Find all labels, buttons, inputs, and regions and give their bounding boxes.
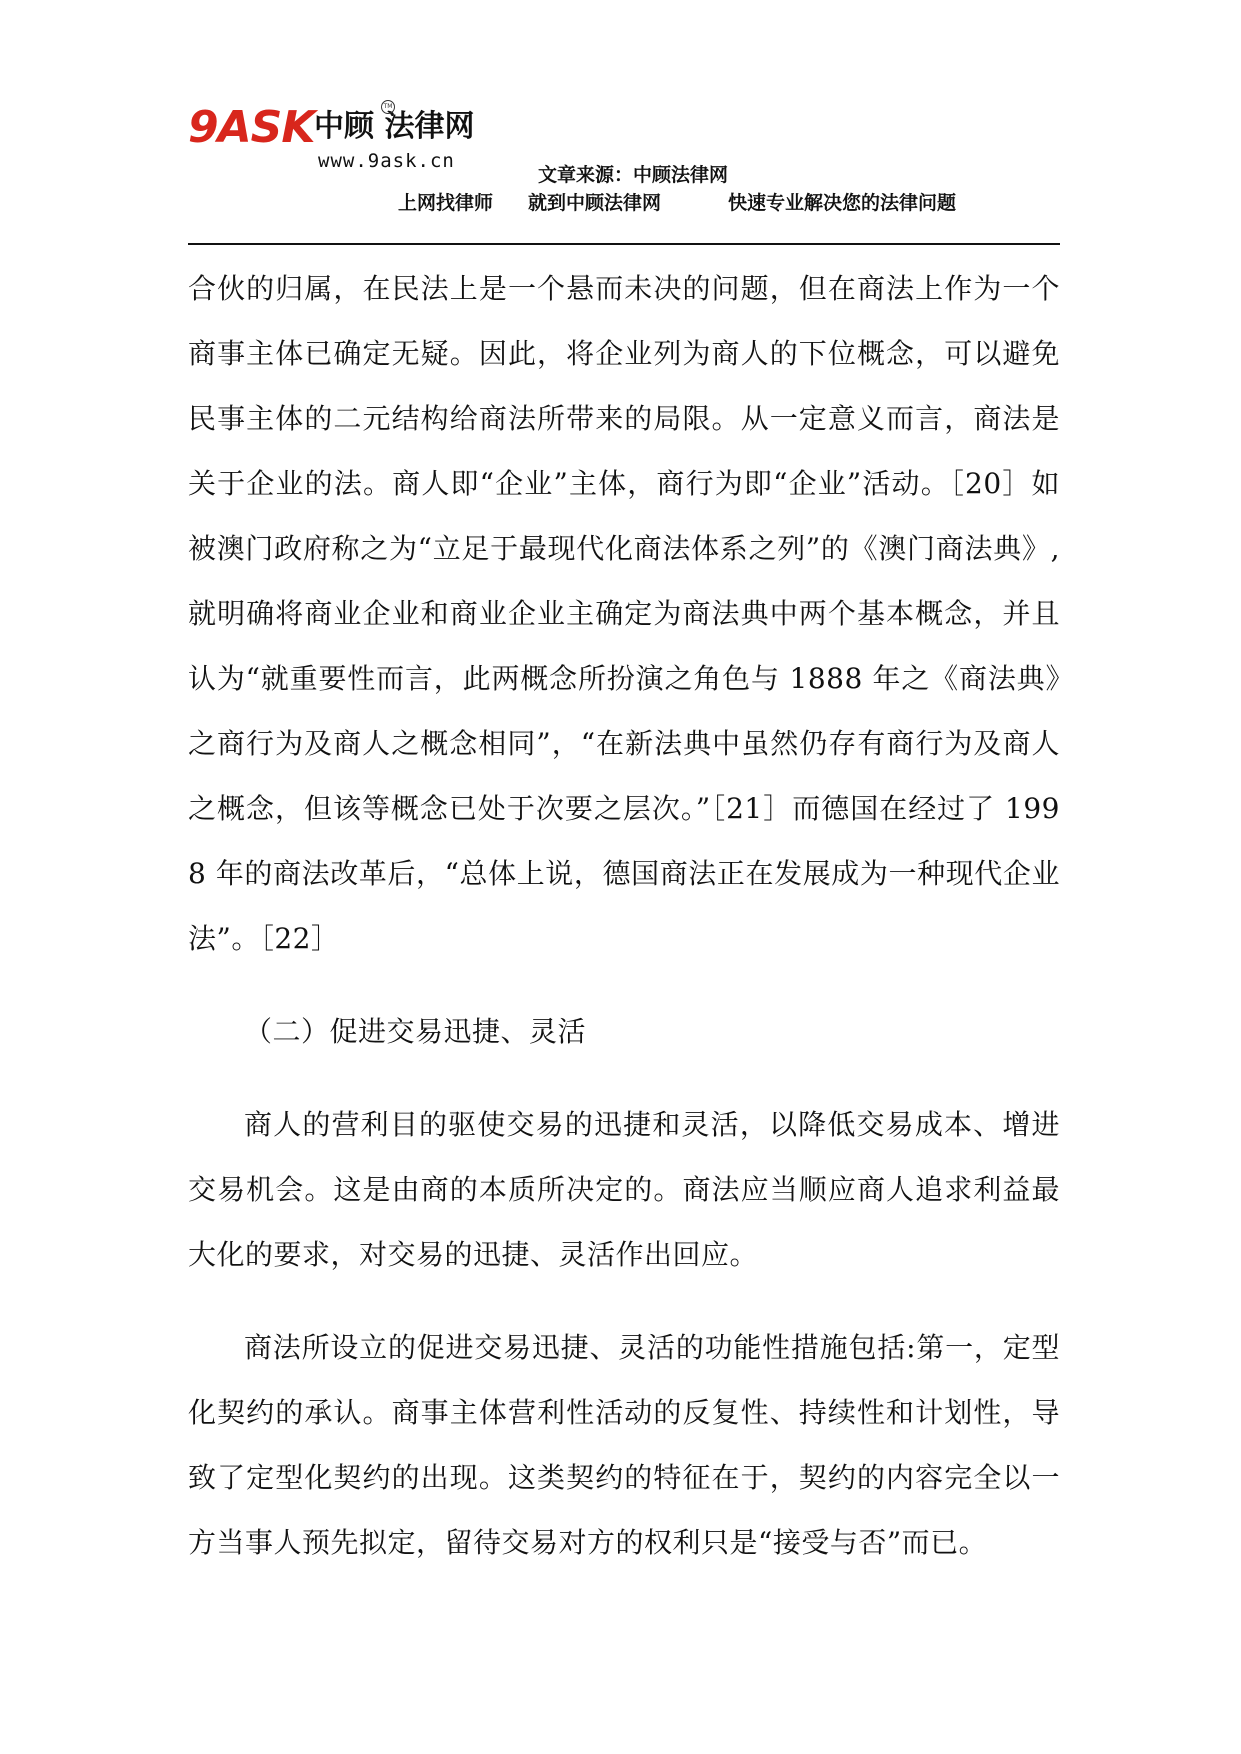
logo-chinese-name: 中顾 法律网	[314, 109, 475, 144]
body-paragraph: 商人的营利目的驱使交易的迅捷和灵活，以降低交易成本、增进交易机会。这是由商的本质所决定的。商法应当顺应商人追求利益最大化的要求，对交易的迅捷、灵活作出回应。	[188, 1108, 1060, 1271]
site-logo	[188, 100, 508, 180]
body-paragraph: 商法所设立的促进交易迅捷、灵活的功能性措施包括:第一，定型化契约的承认。商事主体营利性活动的反复性、持续性和计划性，导致了定型化契约的出现。这类契约的特征在于，契约的内容完全以一方当事人预先拟定，留待交易对方的权利只是“接受与否”而已。	[188, 1331, 1060, 1559]
body-paragraph: 合伙的归属，在民法上是一个悬而未决的问题，但在商法上作为一个商事主体已确定无疑。因此，将企业列为商人的下位概念，可以避免民事主体的二元结构给商法所带来的局限。从一定意义而言，商法是关于企业的法。商人即“企业”主体，商行为即“企业”活动。［20］如被澳门政府称之为“立足于最现代化商法体系之列”的《澳门商法典》,就明确将商业企业和商业企业主确定为商法典中两个基本概念，并且认为“就重要性而言，此两概念所扮演之角色与 1888 年之《商法典》之商行为及商人之概念相同”，“在新法典中虽然仍存有商行为及商人之概念，但该等概念已处于次要之层次。”［21］而德国在经过了 1998 年的商法改革后，“总体上说，德国商法正在发展成为一种现代企业法”。［22］	[188, 272, 1060, 955]
slogan-part-2: 就到中顾法律网	[528, 192, 662, 214]
logo-mark: 9ASK	[188, 102, 315, 153]
section-heading: （二）促进交易迅捷、灵活	[244, 1015, 587, 1048]
slogan-part-1: 上网找律师	[398, 192, 494, 214]
trademark-icon: TM	[381, 100, 395, 114]
document-body	[188, 256, 1060, 1575]
logo-url: www.9ask.cn	[318, 150, 455, 172]
article-source: 文章来源：中顾法律网	[538, 164, 729, 186]
header-divider	[188, 243, 1060, 245]
slogan-part-3: 快速专业解决您的法律问题	[728, 192, 957, 214]
